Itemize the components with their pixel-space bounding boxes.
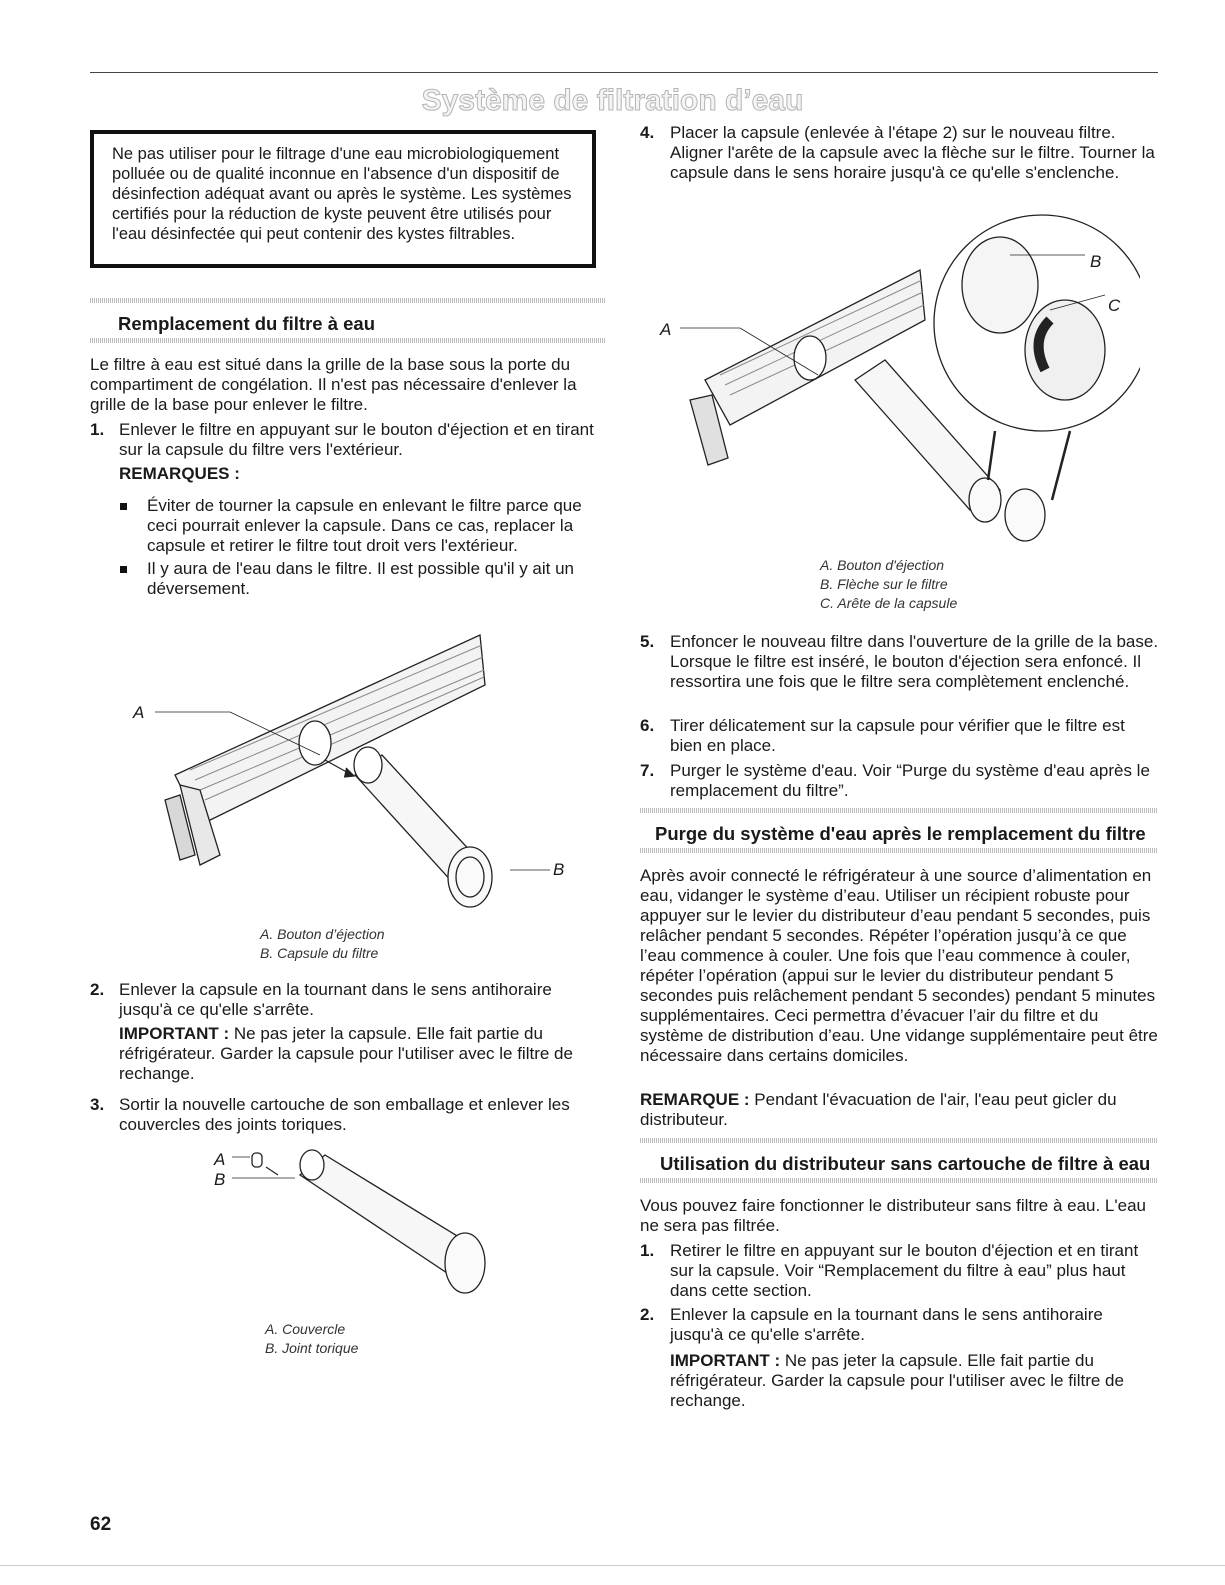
remarque-text: Pendant l'évacuation de l'air, l'eau peut gicler du distributeur. (640, 1090, 1117, 1129)
figure-label: B (1090, 252, 1102, 271)
step-number: 2. (90, 980, 105, 999)
step-number: 4. (640, 123, 655, 142)
figure-label: A (133, 703, 145, 722)
important-label: IMPORTANT : (119, 1024, 230, 1043)
step-text: Sortir la nouvelle cartouche de son emballage et enlever les couvercles des joints toriques. (119, 1095, 570, 1134)
caption-line: A. Bouton d’éjection (260, 926, 385, 942)
section-rule (640, 1138, 1158, 1143)
bullet (120, 503, 127, 510)
step-text: Placer la capsule (enlevée à l'étape 2) sur le nouveau filtre. Aligner l'arête de la capsule avec la flèche sur le filtre. Tourner la capsule dans le sens horaire jusqu'à ce qu'elle s'enclenche. (670, 123, 1155, 182)
remarques-label: REMARQUES : (119, 464, 240, 483)
step-number: 3. (90, 1095, 105, 1114)
figure-caption (265, 1320, 358, 1358)
figure-label: A (660, 320, 672, 339)
cartridge-illustration (210, 1145, 510, 1315)
caption-line: A. Bouton d'éjection (820, 557, 945, 573)
no-filter-intro: Vous pouvez faire fonctionner le distributeur sans filtre à eau. L'eau ne sera pas filtrée. (640, 1196, 1146, 1235)
caption-line: B. Joint torique (265, 1340, 359, 1356)
top-rule (90, 72, 1158, 73)
important-text: Ne pas jeter la capsule. Elle fait partie du réfrigérateur. Garder la capsule pour l'utiliser avec le filtre de rechange. (119, 1024, 573, 1083)
figure-label: A (214, 1150, 226, 1169)
step-text: Enlever le filtre en appuyant sur le bouton d'éjection et en tirant sur la capsule du filtre vers l'extérieur. (119, 420, 594, 459)
important-note (119, 1024, 609, 1084)
bullet (120, 566, 127, 573)
caption-line: B. Flèche sur le filtre (820, 576, 948, 592)
replacement-intro: Le filtre à eau est situé dans la grille de la base sous la porte du compartiment de congélation. Il n'est pas nécessaire d'enlever la grille de la base pour enlever le filtre. (90, 355, 577, 414)
caption-line: C. Arête de la capsule (820, 595, 958, 611)
page-title: Système de filtration d’eau (421, 84, 804, 117)
section-rule (640, 848, 1158, 853)
important-note (670, 1351, 1160, 1411)
capsule-alignment-illustration (650, 210, 1140, 550)
purge-text: Après avoir connecté le réfrigérateur à une source d’alimentation en eau, vidanger le système d’eau. Utiliser un récipient robuste pour appuyer sur le levier du distributeur d’eau pendant 5 secondes, puis relâcher pendant 5 secondes. Répéter l’opération jusqu’à ce que l’eau commence à couler. Une fois que l’eau commence à couler, répéter l’opération (appui sur le levier du distributeur pendant 5 secondes puis relâchement pendant 5 secondes) pendant 5 minutes supplémentaires. Ceci permettra d’évacuer l’air du filtre et du système de distribution d’eau. Une vidange supplémentaire peut être nécessaire dans certains domiciles. (640, 866, 1158, 1065)
section-heading-no-filter: Utilisation du distributeur sans cartouche de filtre à eau (660, 1153, 1151, 1174)
warning-text: Ne pas utiliser pour le filtrage d'une eau microbiologiquement polluée ou de qualité inconnue en l'absence d'un dispositif de désinfection adéquat avant ou après le système. Les systèmes certifiés pour la réduction de kyste peuvent être utilisés pour l'eau désinfectée qui peut contenir des kystes filtrables. (112, 145, 572, 243)
section-heading-replacement: Remplacement du filtre à eau (118, 313, 376, 334)
important-label: IMPORTANT : (670, 1351, 781, 1370)
caption-line: B. Capsule du filtre (260, 945, 379, 961)
step-text: Enfoncer le nouveau filtre dans l'ouverture de la grille de la base. Lorsque le filtre est inséré, le bouton d'éjection sera enfoncé. Il ressortira une fois que le filtre sera complètement enclenché. (670, 632, 1159, 691)
section-rule (640, 808, 1158, 813)
step-number: 6. (640, 716, 655, 735)
step-number: 2. (640, 1305, 655, 1324)
step-number: 1. (90, 420, 105, 439)
warning-box (90, 130, 596, 268)
note-text: Il y aura de l'eau dans le filtre. Il est possible qu'il y ait un déversement. (147, 559, 575, 598)
section-heading-purge: Purge du système d'eau après le remplacement du filtre (655, 823, 1146, 844)
caption-line: A. Couvercle (265, 1321, 346, 1337)
remarque-label: REMARQUE : (640, 1090, 750, 1109)
page-number: 62 (90, 1514, 112, 1535)
section-rule (90, 338, 606, 343)
step-number: 1. (640, 1241, 655, 1260)
figure-label: C (1108, 296, 1121, 315)
step-text: Purger le système d'eau. Voir “Purge du système d'eau après le remplacement du filtre”. (670, 761, 1150, 800)
filter-grille-illustration (120, 615, 590, 915)
figure-label: B (553, 860, 565, 879)
section-rule (640, 1178, 1158, 1183)
important-text: Ne pas jeter la capsule. Elle fait partie du réfrigérateur. Garder la capsule pour l'utiliser avec le filtre de rechange. (670, 1351, 1124, 1410)
step-text: Enlever la capsule en la tournant dans le sens antihoraire jusqu'à ce qu'elle s'arrête. (670, 1305, 1103, 1344)
bottom-rule (0, 1565, 1225, 1566)
step-text: Tirer délicatement sur la capsule pour vérifier que le filtre est bien en place. (670, 716, 1125, 755)
section-rule (90, 298, 606, 303)
figure-caption (260, 925, 385, 963)
note-text: Éviter de tourner la capsule en enlevant le filtre parce que ceci pourrait enlever la capsule. Dans ce cas, replacer la capsule et retirer le filtre tout droit vers l'extérieur. (147, 496, 582, 555)
purge-remarque (640, 1090, 1160, 1130)
step-number: 7. (640, 761, 655, 780)
figure-caption (820, 556, 957, 613)
step-text: Enlever la capsule en la tournant dans le sens antihoraire jusqu'à ce qu'elle s'arrête. (119, 980, 552, 1019)
step-text: Retirer le filtre en appuyant sur le bouton d'éjection et en tirant sur la capsule. Voir “Remplacement du filtre à eau” plus haut dans cette section. (670, 1241, 1139, 1300)
figure-label: B (214, 1170, 226, 1189)
step-number: 5. (640, 632, 655, 651)
